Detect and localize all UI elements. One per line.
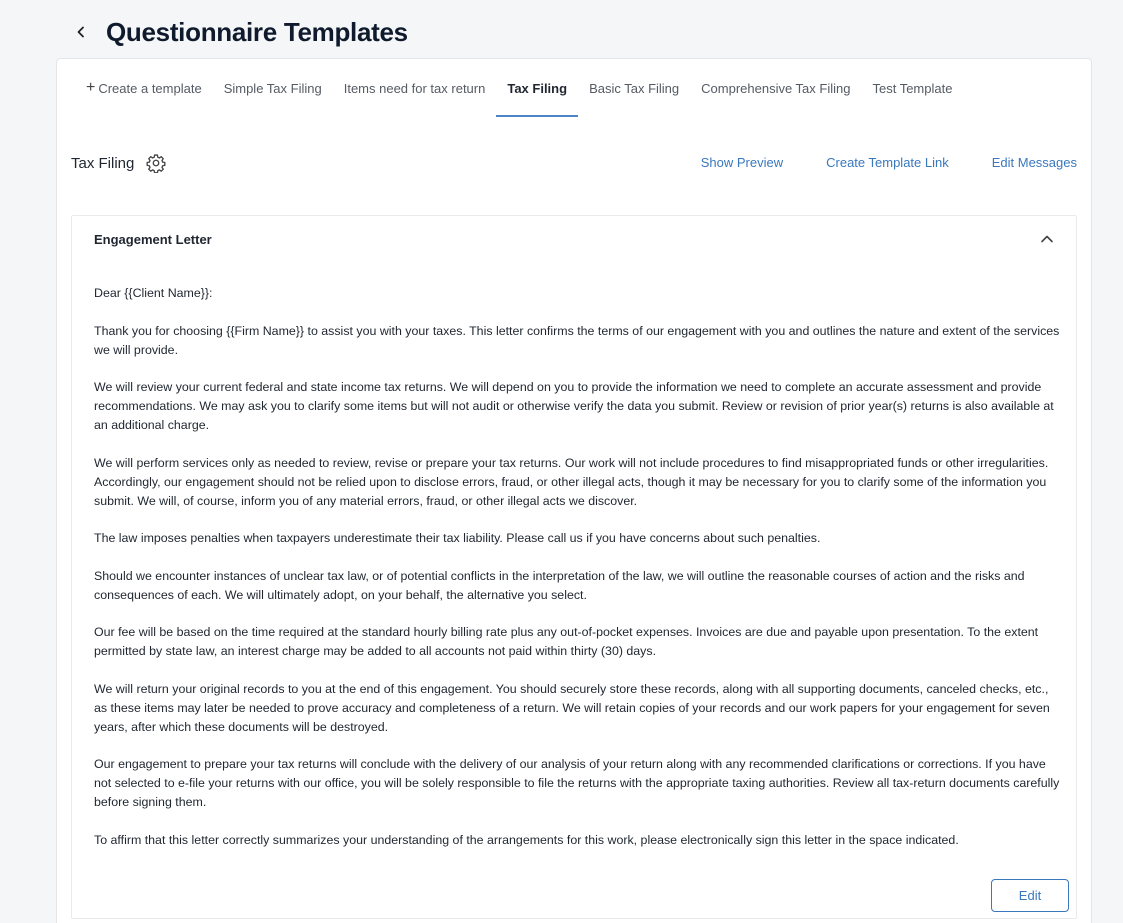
chevron-up-icon[interactable] — [1040, 232, 1054, 246]
chevron-left-icon — [75, 26, 87, 38]
tab-label: Comprehensive Tax Filing — [701, 80, 851, 96]
letter-paragraph: We will review your current federal and state income tax returns. We will depend on you to provide the information we need to complete an accurate assessment and provide recommendations. We may ask you to clarify some items but will not audit or otherwise verify the data you submit. Review or revision of prior year(s) returns is also available at an additional charge. — [94, 380, 1054, 432]
edit-button[interactable]: Edit — [991, 879, 1069, 912]
engagement-letter-section — [71, 215, 1077, 919]
tab-items-need-for-tax-return[interactable] — [333, 59, 497, 117]
letter-paragraph: To affirm that this letter correctly summarizes your understanding of the arrangements for this work, please electronically sign this letter in the space indicated. — [94, 832, 959, 847]
plus-icon: + — [86, 79, 96, 96]
tab-create-template[interactable] — [75, 59, 213, 117]
letter-paragraph: The law imposes penalties when taxpayers underestimate their tax liability. Please call us if you have concerns about such penalties. — [94, 531, 821, 545]
tab-tax-filing[interactable] — [496, 59, 578, 117]
letter-paragraph: Dear {{Client Name}}: — [94, 286, 213, 300]
tab-label: Test Template — [872, 80, 953, 96]
letter-paragraph: Should we encounter instances of unclear tax law, or of potential conflicts in the interpretation of the law, we will outline the reasonable courses of action and the risks and consequences of each. We will ultimately adopt, on your behalf, the alternative you select. — [94, 568, 1025, 602]
create-template-link[interactable]: Create Template Link — [826, 155, 949, 170]
section-title: Engagement Letter — [94, 231, 212, 247]
letter-paragraph: Thank you for choosing {{Firm Name}} to assist you with your taxes. This letter confirms the terms of our engagement with you and outlines the nature and extent of the services we will provide. — [94, 323, 1060, 357]
letter-paragraph: Our engagement to prepare your tax returns will conclude with the delivery of our analysis of your return along with any recommended clarifications or corrections. If you have not selected to e-file your returns with our office, you will be solely responsible to file the returns with the appropriate taxing authorities. Review all tax-return documents carefully before signing them. — [94, 757, 1060, 809]
tab-label: Create a template — [98, 80, 202, 96]
page-title: Questionnaire Templates — [106, 16, 408, 47]
section-header[interactable] — [72, 216, 1076, 262]
back-button[interactable] — [70, 21, 92, 43]
gear-icon — [146, 153, 166, 173]
tab-label: Items need for tax return — [343, 80, 486, 96]
tab-label: Tax Filing — [507, 80, 568, 96]
edit-messages-link[interactable]: Edit Messages — [991, 155, 1077, 170]
tab-test-template[interactable] — [861, 59, 963, 117]
show-preview-link[interactable]: Show Preview — [700, 155, 784, 170]
tab-comprehensive-tax-filing[interactable] — [690, 59, 861, 117]
template-tabs — [75, 59, 963, 117]
tab-basic-tax-filing[interactable] — [578, 59, 690, 117]
letter-body — [94, 284, 1060, 868]
tab-simple-tax-filing[interactable] — [213, 59, 333, 117]
tab-label: Simple Tax Filing — [223, 80, 322, 96]
letter-paragraph: We will return your original records to you at the end of this engagement. You should securely store these records, along with all supporting documents, canceled checks, etc., as these items may later be needed to prove accuracy and completeness of a return. We will retain copies of your records and our work papers for your engagement for seven years, after which these documents will be destroyed. — [94, 681, 1050, 734]
letter-paragraph: We will perform services only as needed to review, revise or prepare your tax returns. Our work will not include procedures to find misappropriated funds or other irregularities. Accordingly, our engagement should not be relied upon to disclose errors, fraud, or other illegal acts, though it may be necessary for you to clarify some of the information you submit. We will, of course, inform you of any material errors, fraud, or other illegal acts we discover. — [94, 455, 1049, 508]
page-header — [70, 14, 408, 50]
template-toolbar — [71, 153, 1077, 173]
letter-paragraph: Our fee will be based on the time required at the standard hourly billing rate plus any out-of-pocket expenses. Invoices are due and payable upon presentation. To the extent permitted by state law, an interest charge may be added to all accounts not paid within thirty (30) days. — [94, 625, 1039, 658]
template-name: Tax Filing — [71, 154, 135, 172]
template-card — [56, 58, 1092, 923]
tab-label: Basic Tax Filing — [589, 80, 680, 96]
template-actions — [658, 155, 1077, 170]
settings-button[interactable] — [146, 153, 166, 173]
